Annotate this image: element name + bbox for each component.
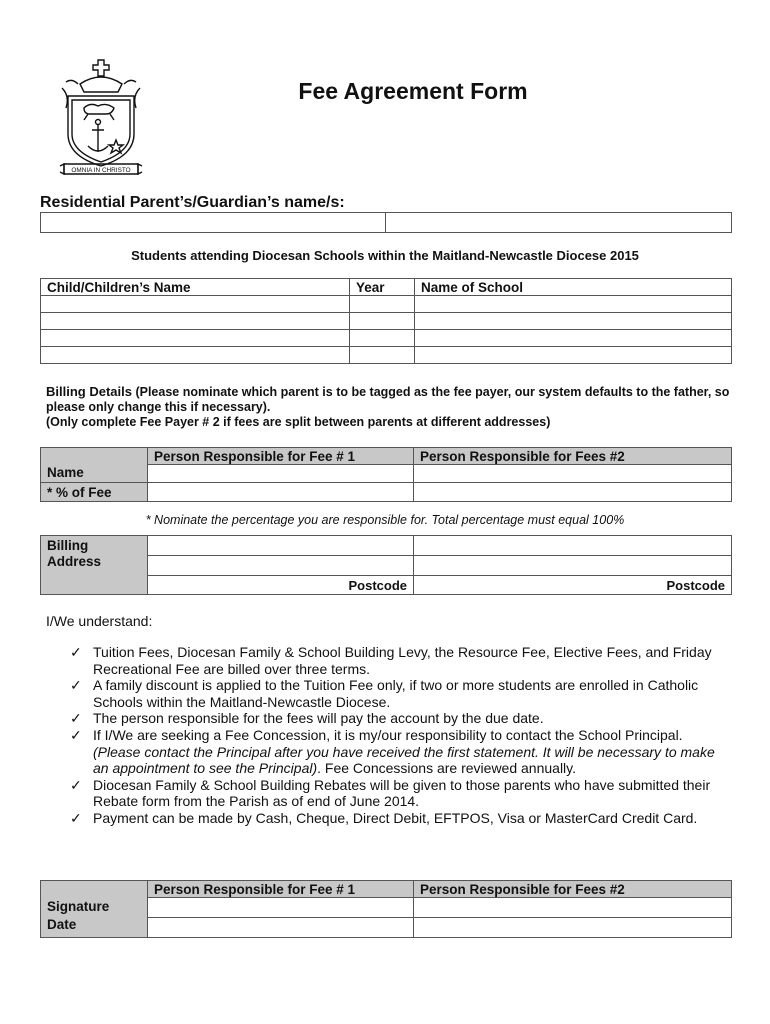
postcode-fee1[interactable]: Postcode: [148, 576, 414, 595]
year-cell[interactable]: [350, 296, 415, 313]
table-row: [41, 313, 732, 330]
checkmark-icon: ✓: [70, 677, 82, 694]
fee-payer-table: [40, 447, 732, 502]
date-fee1-field[interactable]: [148, 918, 414, 938]
understanding-list: [70, 644, 730, 827]
date-fee2-field[interactable]: [414, 918, 732, 938]
col-fee-2: Person Responsible for Fees #2: [414, 448, 732, 465]
year-cell[interactable]: [350, 313, 415, 330]
school-cell[interactable]: [415, 296, 732, 313]
col-child-name: Child/Children’s Name: [41, 279, 350, 296]
signature-date-label: [41, 881, 148, 938]
signature-label: Signature: [47, 899, 110, 914]
checkmark-icon: ✓: [70, 809, 82, 826]
diocese-crest-logo: [58, 58, 144, 176]
parent-name-field-1[interactable]: [41, 213, 386, 233]
date-label: Date: [47, 917, 77, 932]
table-row: [41, 296, 732, 313]
child-name-cell[interactable]: [41, 313, 350, 330]
school-cell[interactable]: [415, 347, 732, 364]
understand-intro: I/We understand:: [46, 613, 153, 629]
school-cell[interactable]: [415, 330, 732, 347]
row-label-percent: * % of Fee: [41, 483, 148, 502]
school-cell[interactable]: [415, 313, 732, 330]
address-fee2-line1[interactable]: [414, 536, 732, 556]
billing-details-label: Billing Details: [46, 384, 132, 399]
checkmark-icon: ✓: [70, 710, 82, 727]
parents-heading: Residential Parent’s/Guardian’s name/s:: [40, 194, 345, 211]
billing-address-label: Billing Address: [41, 536, 148, 595]
percent-note: * Nominate the percentage you are responsible for. Total percentage must equal 100%: [145, 513, 625, 527]
crest-motto: OMNIA IN CHRISTO: [71, 167, 131, 174]
postcode-fee2[interactable]: Postcode: [414, 576, 732, 595]
name-fee1-field[interactable]: [148, 465, 414, 483]
checkmark-icon: ✓: [70, 726, 82, 743]
child-name-cell[interactable]: [41, 330, 350, 347]
list-item: ✓ Payment can be made by Cash, Cheque, Direct Debit, EFTPOS, Visa or MasterCard Credit Card.: [70, 809, 698, 826]
signature-table: [40, 880, 732, 938]
page-title: Fee Agreement Form: [298, 78, 528, 104]
col-school-name: Name of School: [415, 279, 732, 296]
list-item: ✓ Diocesan Family & School Building Rebates will be given to those parents who have submitted their Rebate form from the Parish as of end of June 2014.: [70, 776, 711, 810]
billing-details-text: [46, 384, 736, 430]
table-row: [41, 347, 732, 364]
table-row: [41, 330, 732, 347]
col-year: Year: [350, 279, 415, 296]
address-fee2-line2[interactable]: [414, 556, 732, 576]
students-heading: Students attending Diocesan Schools within the Maitland-Newcastle Diocese 2015: [131, 248, 639, 263]
name-fee2-field[interactable]: [414, 465, 732, 483]
sig-col-fee-2: Person Responsible for Fees #2: [414, 881, 732, 898]
signature-fee1-field[interactable]: [148, 898, 414, 918]
parents-name-table: [40, 212, 732, 233]
row-label-name: Name: [41, 448, 148, 483]
checkmark-icon: ✓: [70, 644, 82, 660]
billing-note-2: (Only complete Fee Payer # 2 if fees are split between parents at different addresses): [46, 415, 551, 429]
billing-note-1: (Please nominate which parent is to be tagged as the fee payer, our system defaults to the father, so please only change this if necessary).: [46, 385, 730, 414]
parent-name-field-2[interactable]: [386, 213, 732, 233]
child-name-cell[interactable]: [41, 296, 350, 313]
year-cell[interactable]: [350, 330, 415, 347]
child-name-cell[interactable]: [41, 347, 350, 364]
address-fee1-line2[interactable]: [148, 556, 414, 576]
billing-address-table: [40, 535, 732, 595]
students-table: [40, 278, 732, 364]
address-fee1-line1[interactable]: [148, 536, 414, 556]
signature-fee2-field[interactable]: [414, 898, 732, 918]
sig-col-fee-1: Person Responsible for Fee # 1: [148, 881, 414, 898]
checkmark-icon: ✓: [70, 776, 82, 793]
percent-fee1-field[interactable]: [148, 483, 414, 502]
col-fee-1: Person Responsible for Fee # 1: [148, 448, 414, 465]
list-item: ✓ The person responsible for the fees will pay the account by the due date.: [70, 710, 544, 727]
list-item: ✓ If I/We are seeking a Fee Concession, it is my/our responsibility to contact the School Principal. (Please contact the Principal after you have received the first statement. It will be necessary to make an appointment to see the Principal). Fee Concessions are reviewed annually.: [70, 726, 715, 777]
list-item: ✓ A family discount is applied to the Tuition Fee only, if two or more students are enrolled in Catholic Schools within the Maitland-Newcastle Diocese.: [70, 677, 699, 710]
year-cell[interactable]: [350, 347, 415, 364]
list-item: ✓ Tuition Fees, Diocesan Family & School Building Levy, the Resource Fee, Elective Fees, and Friday Recreational Fee are billed over three terms.: [70, 644, 712, 677]
percent-fee2-field[interactable]: [414, 483, 732, 502]
